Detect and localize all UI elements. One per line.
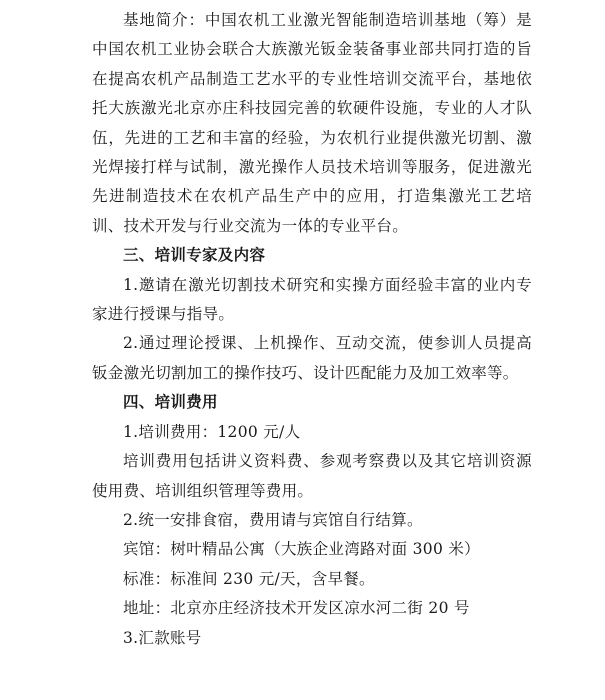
experts-item-1: 1.邀请在激光切割技术研究和实操方面经验丰富的业内专家进行授课与指导。 xyxy=(92,275,532,324)
fee-includes-paragraph: 培训费用包括讲义资料费、参观考察费以及其它培训资源使用费、培训组织管理等费用。 xyxy=(92,452,532,500)
section-heading-experts: 三、培训专家及内容 xyxy=(123,246,266,265)
fee-item-1: 1.培训费用：1200 元/人 xyxy=(123,422,301,441)
hotel-line: 宾馆：树叶精品公寓（大族企业湾路对面 300 米） xyxy=(123,540,480,559)
base-introduction-paragraph: 基地简介：中国农机工业激光智能制造培训基地（筹）是中国农机工业协会联合大族激光钣金装备事业部共同打造的旨在提高农机产品制造工艺水平的专业性培训交流平台，基地依托大族激光北京亦庄科技园完善的软硬件设施，专业的人才队伍，先进的工艺和丰富的经验，为农机行业提供激光切割、激光焊接打样与试制，激光操作人员技术培训等服务，促进激光先进制造技术在农机产品生产中的应用，打造集激光工艺培训、技术开发与行业交流为一体的专业平台。 xyxy=(92,11,532,235)
document-page xyxy=(92,6,532,653)
fee-item-2: 2.统一安排食宿，费用请与宾馆自行结算。 xyxy=(123,510,423,529)
address-line: 地址：北京亦庄经济技术开发区凉水河二街 20 号 xyxy=(123,599,470,618)
standard-line: 标准：标准间 230 元/天，含早餐。 xyxy=(123,569,375,588)
experts-item-2: 2.通过理论授课、上机操作、互动交流，使参训人员提高钣金激光切割加工的操作技巧、设计匹配能力及加工效率等。 xyxy=(92,334,532,382)
fee-item-3: 3.汇款账号 xyxy=(123,628,202,647)
section-heading-fees: 四、培训费用 xyxy=(123,393,218,412)
